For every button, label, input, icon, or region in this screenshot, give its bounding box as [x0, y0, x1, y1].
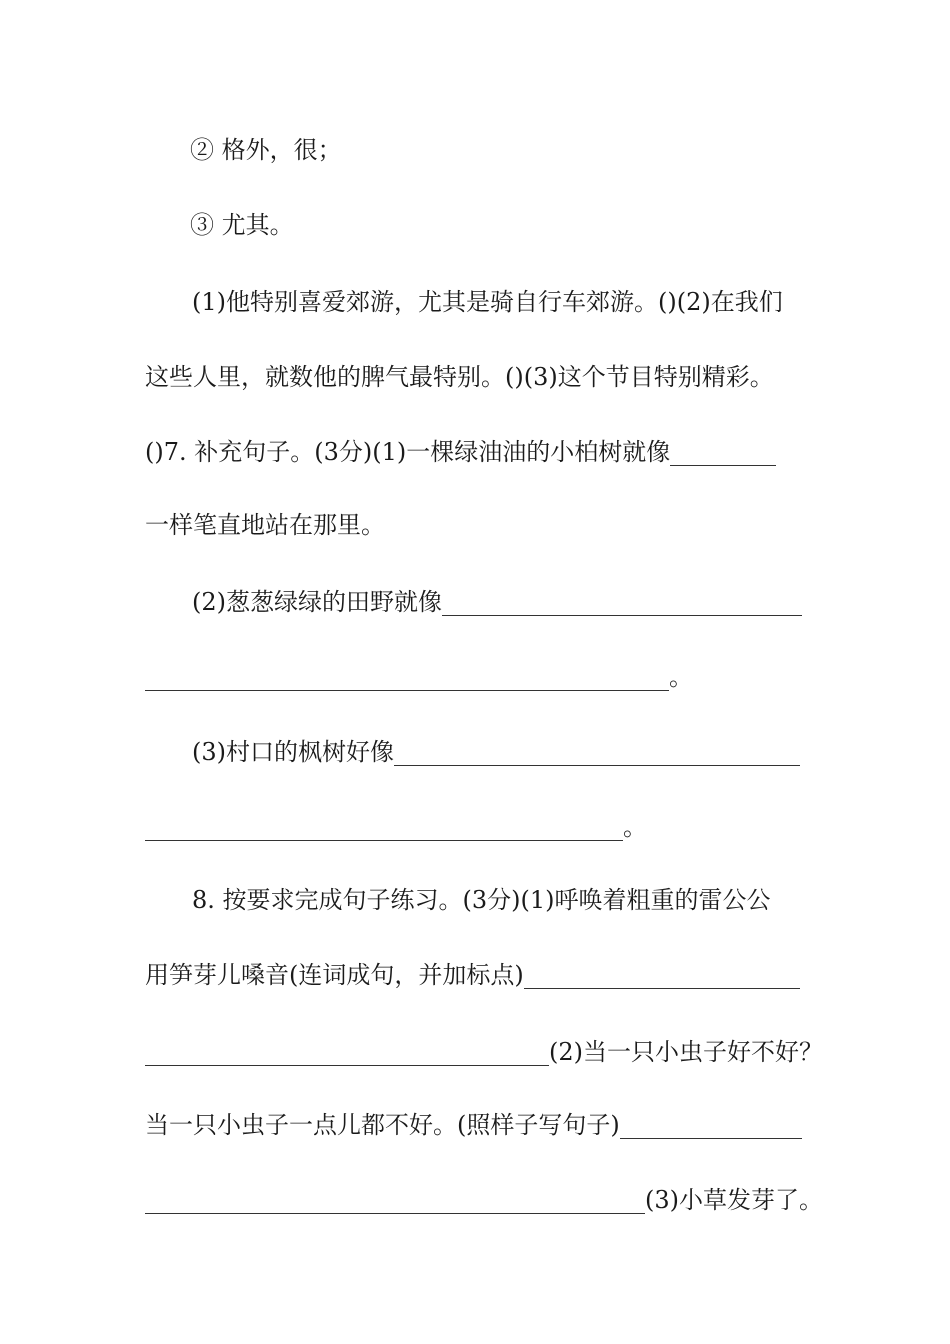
answer-blank[interactable]	[524, 958, 800, 989]
text-line-9	[192, 732, 800, 772]
text-line-8	[145, 657, 693, 697]
text-line-12	[145, 955, 800, 995]
line-text: ③ 尤其。	[190, 211, 294, 239]
line-text: (3)小草发芽了。	[645, 1186, 823, 1214]
line-text: 。	[669, 663, 693, 691]
text-line-14	[145, 1105, 802, 1145]
line-text: (1)他特别喜爱郊游，尤其是骑自行车郊游。()(2)在我们	[192, 288, 783, 316]
line-text: 8. 按要求完成句子练习。(3分)(1)呼唤着粗重的雷公公	[192, 886, 771, 914]
line-text: (3)村口的枫树好像	[192, 738, 394, 766]
answer-blank[interactable]	[670, 435, 776, 466]
text-line-10	[145, 807, 647, 847]
answer-blank[interactable]	[394, 735, 800, 766]
text-line-15	[145, 1180, 823, 1220]
answer-blank[interactable]	[145, 1183, 645, 1214]
text-line-6	[145, 505, 385, 545]
text-line-5	[145, 432, 776, 472]
text-line-1	[190, 130, 342, 170]
line-text: 。	[623, 813, 647, 841]
text-line-7	[192, 582, 802, 622]
answer-blank[interactable]	[145, 1035, 549, 1066]
line-text: (2)当一只小虫子好不好？	[549, 1038, 823, 1066]
text-line-13	[145, 1032, 823, 1072]
line-text: ② 格外，很；	[190, 136, 342, 164]
text-line-11	[192, 880, 771, 920]
answer-blank[interactable]	[620, 1108, 802, 1139]
line-text: ()7. 补充句子。(3分)(1)一棵绿油油的小柏树就像	[145, 438, 671, 466]
answer-blank[interactable]	[442, 585, 802, 616]
line-text: (2)葱葱绿绿的田野就像	[192, 588, 442, 616]
line-text: 一样笔直地站在那里。	[145, 511, 385, 539]
text-line-4	[145, 357, 774, 397]
line-text: 这些人里，就数他的脾气最特别。()(3)这个节目特别精彩。	[145, 363, 774, 391]
text-line-3	[192, 282, 783, 322]
answer-blank[interactable]	[145, 660, 669, 691]
line-text: 用笋芽儿嗓音(连词成句，并加标点)	[145, 961, 524, 989]
text-line-2	[190, 205, 294, 245]
line-text: 当一只小虫子一点儿都不好。(照样子写句子)	[145, 1111, 620, 1139]
answer-blank[interactable]	[145, 810, 623, 841]
